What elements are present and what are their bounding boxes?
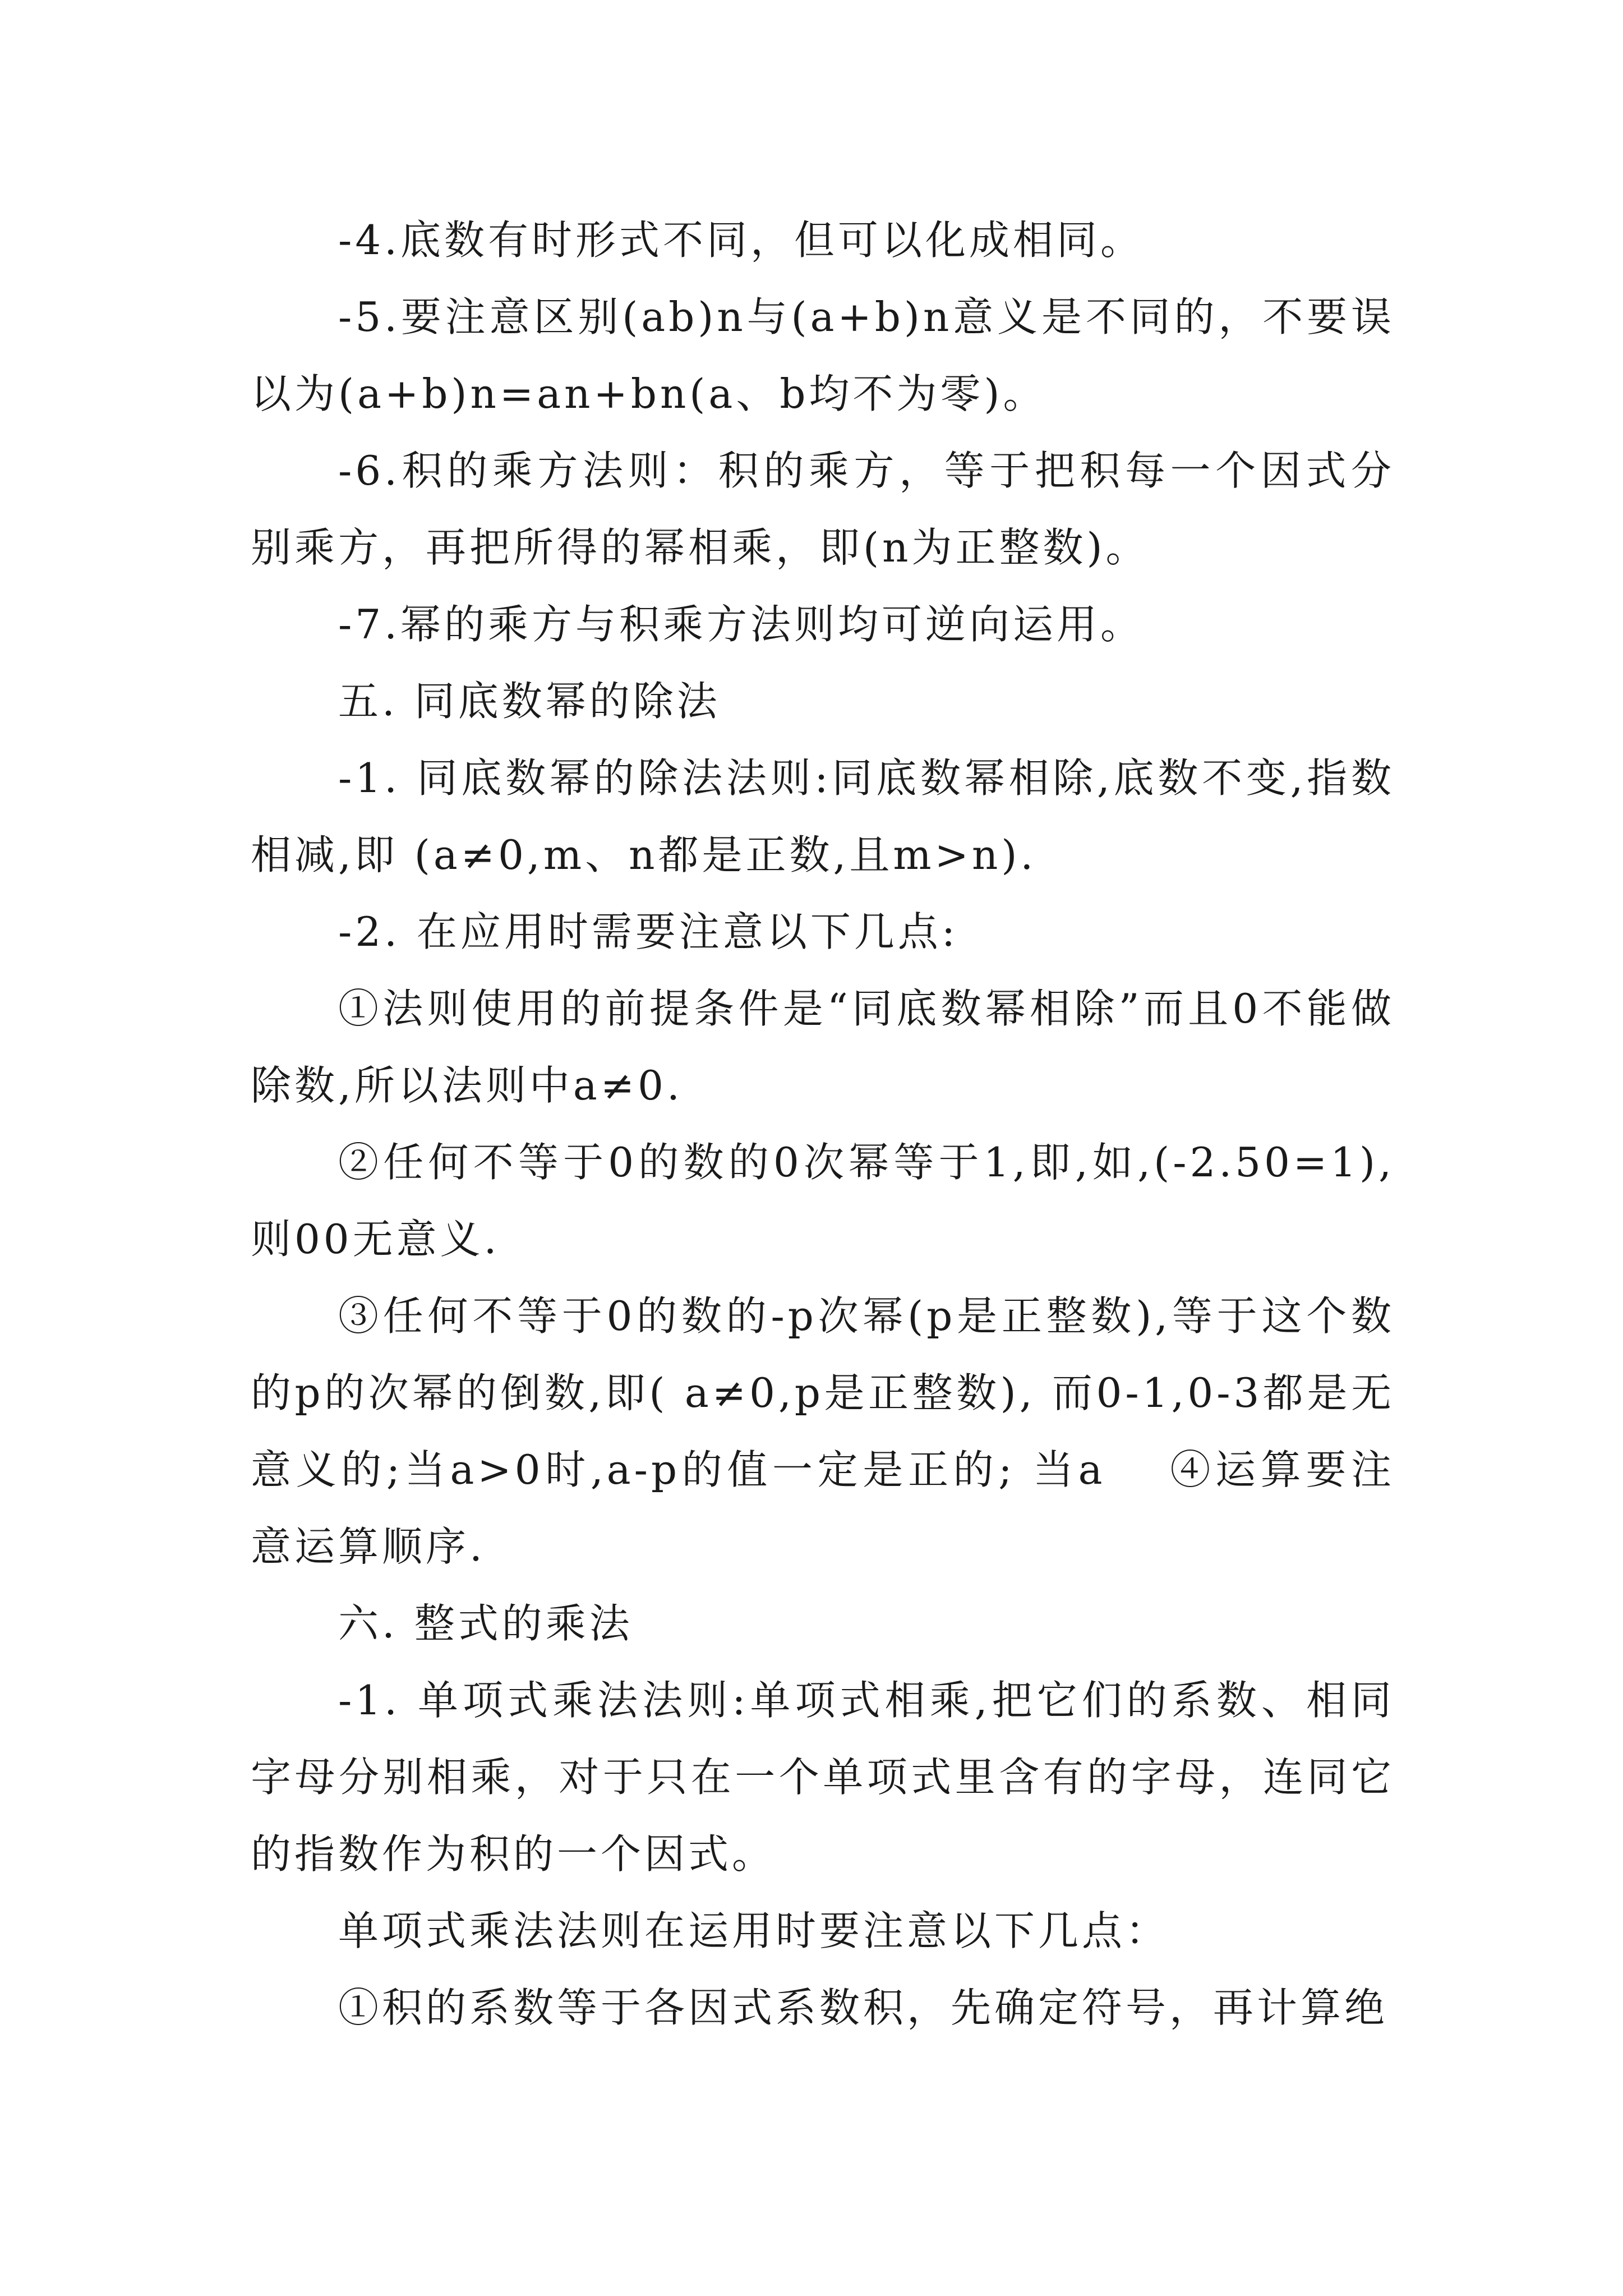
section-heading: 六. 整式的乘法 <box>338 1600 633 1647</box>
paragraph: -5.要注意区别(ab)n与(a+b)n意义是不同的，不要误以为(a+b)n=an+bn(a、b均不为零)。 <box>251 293 1395 417</box>
paragraph: -7.幂的乘方与积乘方法则均可逆向运用。 <box>338 601 1145 648</box>
section-heading: 五. 同底数幂的除法 <box>338 678 721 725</box>
paragraph: 单项式乘法法则在运用时要注意以下几点： <box>338 1907 1170 1954</box>
paragraph: -6.积的乘方法则：积的乘方，等于把积每一个因式分别乘方，再把所得的幂相乘，即(n为正整数)。 <box>251 447 1395 571</box>
paragraph: -1. 单项式乘法法则:单项式相乘,把它们的系数、相同字母分别相乘，对于只在一个单项式里含有的字母，连同它的指数作为积的一个因式。 <box>251 1677 1395 1878</box>
paragraph: -2. 在应用时需要注意以下几点: <box>338 908 959 955</box>
paragraph: ②任何不等于0的数的0次幂等于1,即,如,(-2.50=1),则00无意义. <box>251 1139 1395 1263</box>
paragraph: ①积的系数等于各因式系数积，先确定符号，再计算绝 <box>338 1984 1389 2031</box>
paragraph: ③任何不等于0的数的-p次幂(p是正整数),等于这个数的p的次幂的倒数,即( a≠0,p是正整数), 而0-1,0-3都是无意义的;当a>0时,a-p的值一定是正的; 当a ④运算要注意运算顺序. <box>251 1292 1395 1570</box>
paragraph: -1. 同底数幂的除法法则:同底数幂相除,底数不变,指数相减,即 (a≠0,m、n都是正数,且m>n). <box>251 754 1395 878</box>
paragraph: -4.底数有时形式不同，但可以化成相同。 <box>338 217 1145 264</box>
paragraph: ①法则使用的前提条件是“同底数幂相除”而且0不能做除数,所以法则中a≠0. <box>251 985 1395 1109</box>
body-text <box>251 202 1395 2046</box>
